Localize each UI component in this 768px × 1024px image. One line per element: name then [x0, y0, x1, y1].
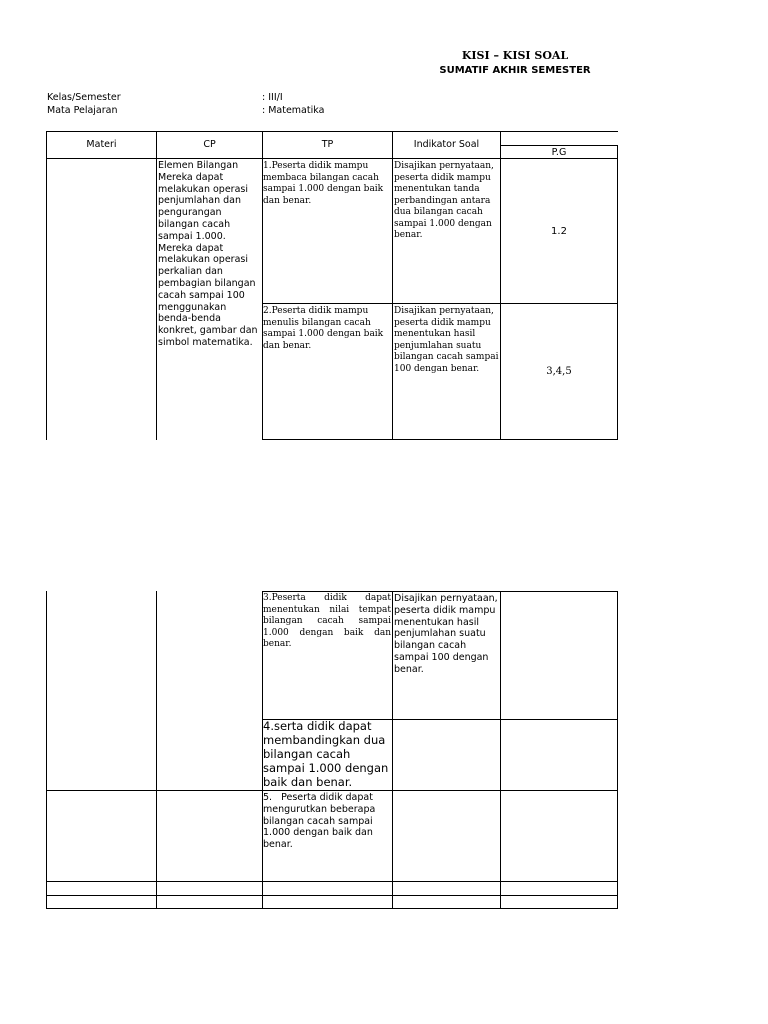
row-5-tp: 5. Peserta didik dapat mengurutkan beberapa bilangan cacah sampai 1.000 dengan baik dan benar.	[263, 792, 379, 851]
header-cp: CP	[203, 139, 216, 150]
header-materi: Materi	[86, 139, 117, 150]
meta-label-mapel: Mata Pelajaran	[47, 105, 118, 116]
row-3-tp: 3.Peserta didik dapat menentukan nilai tempat bilangan cacah sampai 1.000 dengan baik dan benar.	[263, 593, 391, 649]
row-1-pg: 1.2	[551, 226, 567, 237]
row-3-indikator: Disajikan pernyataan, peserta didik mampu menentukan hasil penjumlahan suatu bilangan cacah sampai 100 dengan benar.	[394, 593, 498, 675]
cp-text: Elemen Bilangan Mereka dapat melakukan operasi penjumlahan dan pengurangan bilangan cacah sampai 1.000. Mereka dapat melakukan operasi perkalian dan pembagian bilangan cacah sampai 100 menggunakan benda-benda konkret, gambar dan simbol matematika.	[158, 160, 258, 348]
meta-value-kelas: : III/I	[262, 92, 283, 103]
row-4-tp: 4.serta didik dapat membandingkan dua bilangan cacah sampai 1.000 dengan baik dan benar.	[263, 719, 389, 789]
row-2-pg: 3,4,5	[546, 366, 572, 377]
meta-label-kelas: Kelas/Semester	[47, 92, 121, 103]
row-1-indikator: Disajikan pernyataan, peserta didik mampu menentukan tanda perbandingan antara dua bilangan cacah sampai 1.000 dengan benar.	[394, 161, 494, 240]
meta-value-mapel: : Matematika	[262, 105, 325, 116]
doc-subtitle: SUMATIF AKHIR SEMESTER	[439, 65, 591, 76]
row-2-indikator: Disajikan pernyataan, peserta didik mampu menentukan hasil penjumlahan suatu bilangan cacah sampai 100 dengan benar.	[394, 306, 499, 374]
header-indikator: Indikator Soal	[413, 139, 480, 150]
header-tp: TP	[321, 139, 334, 150]
row-1-tp: 1.Peserta didik mampu membaca bilangan cacah sampai 1.000 dengan baik dan benar.	[263, 161, 384, 206]
doc-title: KISI – KISI SOAL	[461, 49, 569, 62]
row-2-tp: 2.Peserta didik mampu menulis bilangan cacah sampai 1.000 dengan baik dan benar.	[263, 306, 384, 351]
header-pg: P.G	[551, 147, 567, 158]
